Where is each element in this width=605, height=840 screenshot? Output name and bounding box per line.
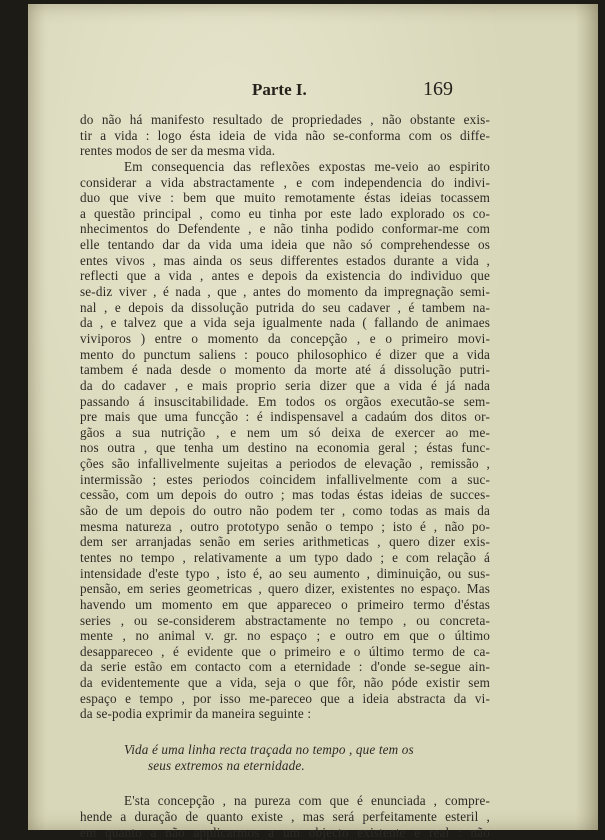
text-line: são de um depois do outro não podem ter , como todas as mais da bbox=[80, 503, 490, 519]
text-line: espaço e tempo , por isso me-pareceo que a ideia abstracta da vi- bbox=[80, 690, 490, 706]
text-line: hende a duração de quanto existe , mas será perfeitamente esteril , bbox=[80, 808, 490, 824]
text-line: entes vivos , mas ainda os seus differentes estados durante a vida , bbox=[80, 252, 490, 268]
paragraph-start-line: E'sta concepção , na pureza com que é enunciada , compre- bbox=[124, 793, 490, 809]
text-line: ções são infallivelmente sujeitas a periodos de elevação , remissão , bbox=[80, 456, 490, 472]
text-line: viviporos ) entre o momento da concepção , e o primeiro movi- bbox=[80, 330, 490, 346]
text-line: pensão, em series geometricas , quero dizer, existentes no espaço. Mas bbox=[80, 581, 490, 597]
text-line: em quanto a não applicarmos a um objecto existente e real : não bbox=[80, 824, 490, 840]
text-line: nhecimentos do Defendente , e não tinha podido conformar-me com bbox=[80, 221, 490, 237]
text-line: nos outra , que tenha um destino na economia geral ; éstas func- bbox=[80, 440, 490, 456]
text-line: tir a vida : logo ésta ideia de vida não se-conforma com os diffe- bbox=[80, 127, 490, 143]
text-line: passando á insuscitabilidade. Em todos os orgãos executão-se sem- bbox=[80, 393, 490, 409]
text-line: series , ou se-considerem abstractamente no tempo , ou concreta- bbox=[80, 612, 490, 628]
text-line: da serie estão em contacto com a eternidade : d'onde se-segue ain- bbox=[80, 659, 490, 675]
text-line: da se-podia exprimir da maneira seguinte : bbox=[80, 706, 312, 722]
text-line: do não há manifesto resultado de propriedades , não obstante exis- bbox=[80, 112, 490, 127]
text-line: mento do punctum saliens : pouco philosophico é dizer que a vida bbox=[80, 346, 490, 362]
quote-line: seus extremos na eternidade. bbox=[148, 757, 305, 773]
running-head: Parte I. bbox=[252, 80, 307, 99]
text-line: da , e talvez que a vida seja igualmente nada ( fallando de animaes bbox=[80, 315, 490, 331]
text-line: tambem é nada desde o momento da morte até á dissolução putri- bbox=[80, 362, 490, 378]
text-line: gãos a sua nutrição , e nem um só deixa de exercer ao me- bbox=[80, 424, 490, 440]
text-line: havendo um momento em que appareceo o primeiro termo d'éstas bbox=[80, 596, 490, 612]
page-header bbox=[28, 80, 598, 104]
text-line: pre mais que uma funcção : é indispensavel a cadaúm dos ditos or- bbox=[80, 409, 490, 425]
quote-line: Vida é uma linha recta traçada no tempo , que tem os bbox=[124, 741, 414, 757]
text-line: mente , no animal v. gr. no espaço ; e outro em que o último bbox=[80, 628, 490, 644]
book-page bbox=[28, 4, 598, 840]
text-line: se-diz viver , é nada , que , antes do momento da impregnação semi- bbox=[80, 284, 490, 300]
text-line: duo que vive : bem que muito remotamente éstas ideias tocassem bbox=[80, 190, 490, 206]
text-line: a questão principal , como eu tinha por este lado explorado os co- bbox=[80, 205, 490, 221]
text-line: reflecti que a vida , antes e depois da existencia do individuo que bbox=[80, 268, 490, 284]
paragraph-start-line: Em consequencia das reflexões expostas me-veio ao espirito bbox=[124, 158, 490, 174]
body-text bbox=[80, 112, 490, 840]
text-line: elle tentando dar da vida uma ideia que não só comprehendesse os bbox=[80, 237, 490, 253]
text-line: considerar a vida abstractamente , e com independencia do indivi- bbox=[80, 174, 490, 190]
text-line: tentes no tempo , relativamente a um typo dado ; e com relação á bbox=[80, 549, 490, 565]
text-line: dem ser arranjadas senão em series arithmeticas , quero dizer exis- bbox=[80, 534, 490, 550]
text-line: mesma natureza , outro prototypo senão o tempo ; isto é , não po- bbox=[80, 518, 490, 534]
page-number: 169 bbox=[423, 78, 453, 100]
text-line: nal , e depois da dissolução putrida do seu cadaver , é tambem na- bbox=[80, 299, 490, 315]
text-line: intensidade d'este typo , isto é, ao seu aumento , diminuição, ou sus- bbox=[80, 565, 490, 581]
quote-spacer-top bbox=[80, 722, 490, 742]
text-line: da evidentemente que a vida, seja o que fôr, não póde existir sem bbox=[80, 675, 490, 691]
quote-spacer-bottom bbox=[80, 773, 490, 793]
text-line: cessão, com um depois do outro ; mas todas éstas ideias de succes- bbox=[80, 487, 490, 503]
text-line: desappareceo , é evidente que o primeiro e o último termo de ca- bbox=[80, 643, 490, 659]
text-line: rentes modos de ser da mesma vida. bbox=[80, 143, 276, 159]
text-line: da do cadaver , e mais proprio seria dizer que a vida é já nada bbox=[80, 377, 490, 393]
text-line: intermissão ; estes periodos coincidem infallivelmente com a suc- bbox=[80, 471, 490, 487]
